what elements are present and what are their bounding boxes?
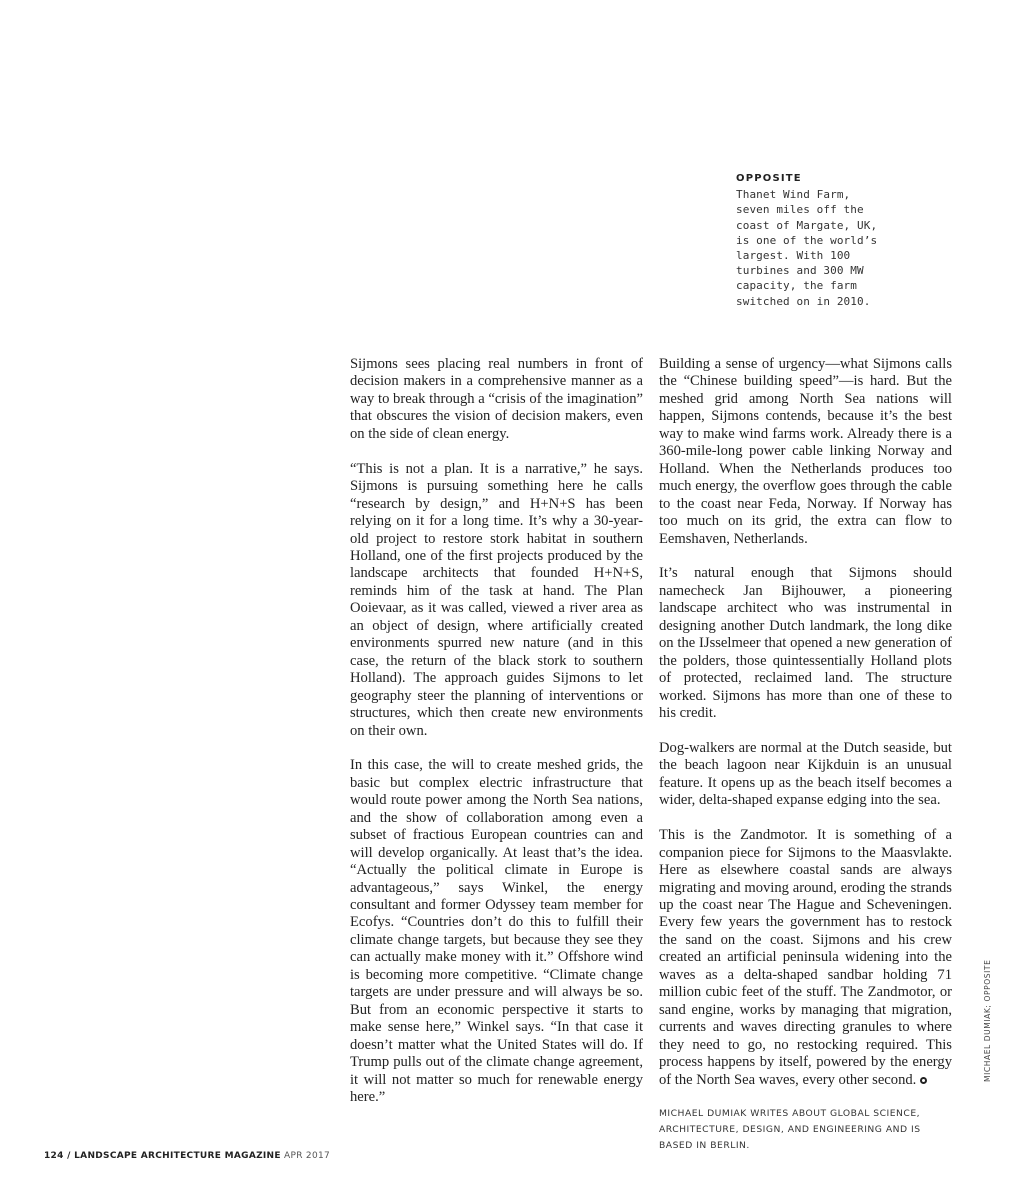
caption-line: largest. With 100: [736, 249, 851, 263]
caption-line: Thanet Wind Farm,: [736, 188, 851, 202]
article-paragraph: It’s natural enough that Sijmons should namecheck Jan Bijhouwer, a pioneering landscape architect who was instrumental in designing another Dutch landmark, the long dike on the IJsselmeer that opened a new generation of the polders, those quintessentially Holland plots of protected, reclaimed land. The structure worked. Sijmons has more than one of these to his credit.: [659, 565, 952, 722]
caption-line: coast of Margate, UK,: [736, 218, 878, 232]
caption-line: turbines and 300 MW: [736, 264, 864, 278]
article-column-left: [350, 356, 643, 1124]
folio: 124 / LANDSCAPE ARCHITECTURE MAGAZINE: [44, 1151, 281, 1161]
final-paragraph-text: This is the Zandmotor. It is something of a companion piece for Sijmons to the Maasvlakte. Here as elsewhere coastal sands are always migrating and moving around, eroding the strands up the coast near The Hague and Scheveningen. Every few years the government has to restock the sand on the coast. Sijmons and his crew created an artificial peninsula widening into the waves as a delta-shaped sandbar holding 71 million cubic feet of the stuff. The Zandmotor, or sand engine, works by managing that migration, currents and waves directing granules to where they need to go, no restocking required. This process happens by itself, powered by the energy of the North Sea waves, every other second.: [659, 827, 952, 1088]
caption-line: capacity, the farm: [736, 279, 858, 293]
caption-line: switched on in 2010.: [736, 294, 871, 308]
caption-heading: OPPOSITE: [736, 173, 802, 184]
photo-credit: MICHAEL DUMIAK; OPPOSITE: [983, 959, 992, 1082]
article-paragraph: Building a sense of urgency—what Sijmons calls the “Chinese building speed”—is hard. But the meshed grid among North Sea nations will happen, Sijmons contends, because it’s the best way to make wind farms work. Already there is a 360-mile-long power cable linking Norway and Holland. When the Netherlands produces too much energy, the overflow goes through the cable to the coast near Feda, Norway. If Norway has too much on its grid, the extra can flow to Eemshaven, Netherlands.: [659, 356, 952, 547]
issue-date: APR 2017: [284, 1151, 331, 1161]
article-paragraph: Sijmons sees placing real numbers in front of decision makers in a comprehensive manner as a way to break through a “crisis of the imagination” that obscures the vision of decision makers, even on the side of clean energy.: [350, 356, 643, 442]
caption-line: is one of the world’s: [736, 233, 878, 247]
photo-caption: [736, 171, 896, 309]
caption-line: seven miles off the: [736, 203, 864, 217]
article-paragraph: “This is not a plan. It is a narrative,” he says. Sijmons is pursuing something here he calls “research by design,” and H+N+S has been relying on it for a long time. It’s why a 30-year-old project to restore stork habitat in southern Holland, one of the first projects produced by the landscape architects that founded H+N+S, reminds him of the task at hand. The Plan Ooievaar, as it was called, viewed a river area as an object of design, where artificially created environments spurred new nature (and in this case, the return of the black stork to southern Holland). The approach guides Sijmons to let geography steer the planning of interventions or structures, which then create new environments on their own.: [350, 460, 643, 739]
article-final-paragraph: [659, 827, 952, 1089]
article-paragraph: Dog-walkers are normal at the Dutch seaside, but the beach lagoon near Kijkduin is an unusual feature. It opens up as the beach itself becomes a wider, delta-shaped expanse edging into the sea.: [659, 739, 952, 809]
page-footer: [44, 1151, 330, 1161]
author-bio: MICHAEL DUMIAK WRITES ABOUT GLOBAL SCIENCE, ARCHITECTURE, DESIGN, AND ENGINEERING AND IS BASED IN BERLIN.: [659, 1108, 921, 1152]
end-mark-icon: [920, 1077, 927, 1084]
article-paragraph: In this case, the will to create meshed grids, the basic but complex electric infrastructure that would route power among the North Sea nations, and the show of collaboration among even a subset of fractious European countries can and will develop organically. At least that’s the idea. “Actually the political climate in Europe is advantageous,” says Winkel, the energy consultant and former Odyssey team member for Ecofys. “Countries don’t do this to fulfill their climate change targets, but because they see they can actually make money with it.” Offshore wind is becoming more competitive. “Climate change targets are under pressure and will always be so. But from an economic perspective it starts to make sense here,” Winkel says. “In that case it doesn’t matter what the United States will do. If Trump pulls out of the climate change agreement, it will not matter so much for renewable energy here.”: [350, 757, 643, 1105]
article-column-right: [659, 356, 952, 1154]
